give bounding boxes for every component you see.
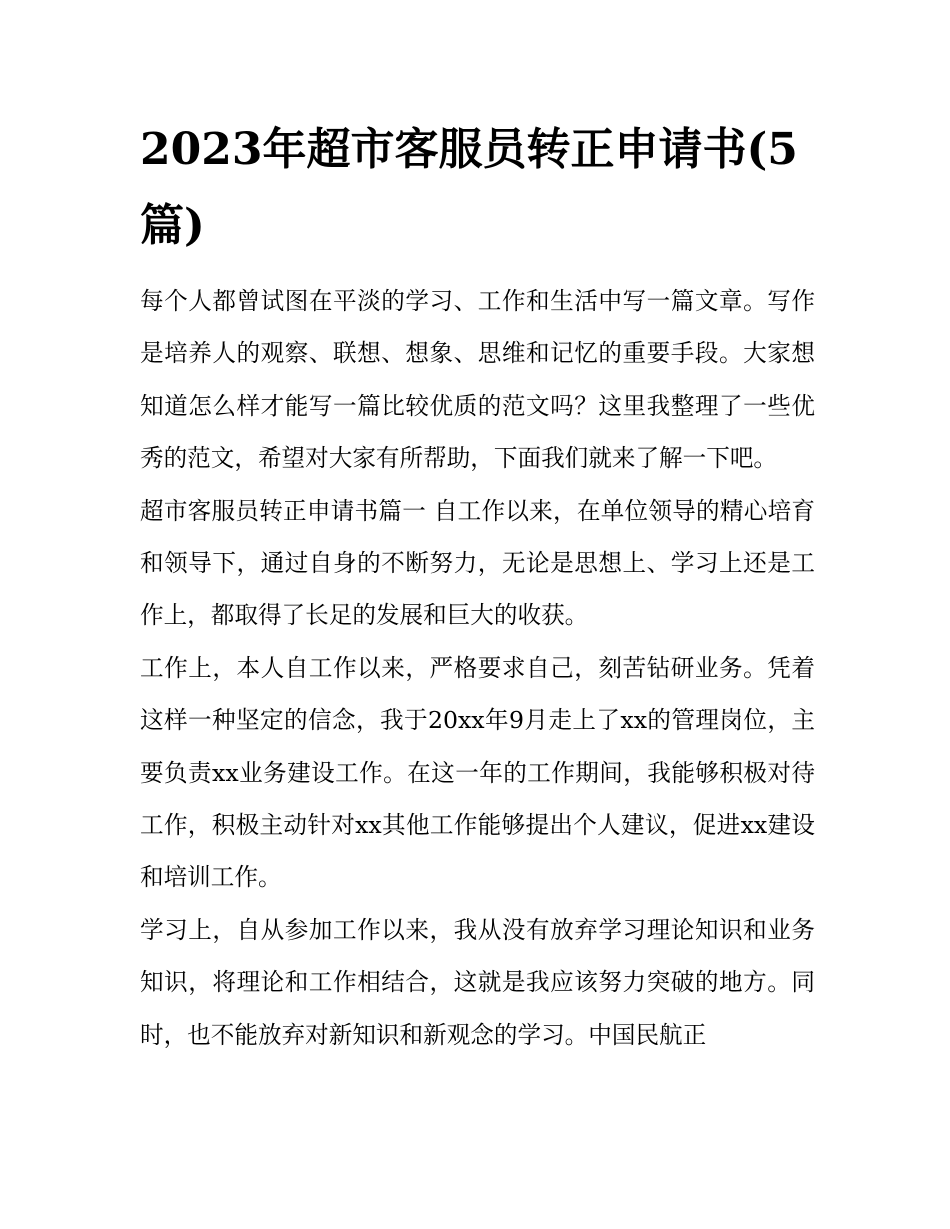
document-body [140,275,815,1061]
paragraph-intro: 每个人都曾试图在平淡的学习、工作和生活中写一篇文章。写作是培养人的观察、联想、想象、思维和记忆的重要手段。大家想知道怎么样才能写一篇比较优质的范文吗？这里我整理了一些优秀的范文，希望对大家有所帮助，下面我们就来了解一下吧。 [140,287,815,473]
paragraph-work: 工作上，本人自工作以来，严格要求自己，刻苦钻研业务。凭着这样一种坚定的信念，我于20xx年9月走上了xx的管理岗位，主要负责xx业务建设工作。在这一年的工作期间，我能够积极对待工作，积极主动针对xx其他工作能够提出个人建议，促进xx建设和培训工作。 [140,653,815,892]
paragraph-study: 学习上，自从参加工作以来，我从没有放弃学习理论知识和业务知识，将理论和工作相结合，这就是我应该努力突破的地方。同时，也不能放弃对新知识和新观念的学习。中国民航正 [140,915,815,1049]
document-title: 2023年超市客服员转正申请书(5篇) [140,124,798,251]
paragraph-article-one: 超市客服员转正申请书篇一 自工作以来，在单位领导的精心培育和领导下，通过自身的不断努力，无论是思想上、学习上还是工作上，都取得了长足的发展和巨大的收获。 [140,496,815,630]
